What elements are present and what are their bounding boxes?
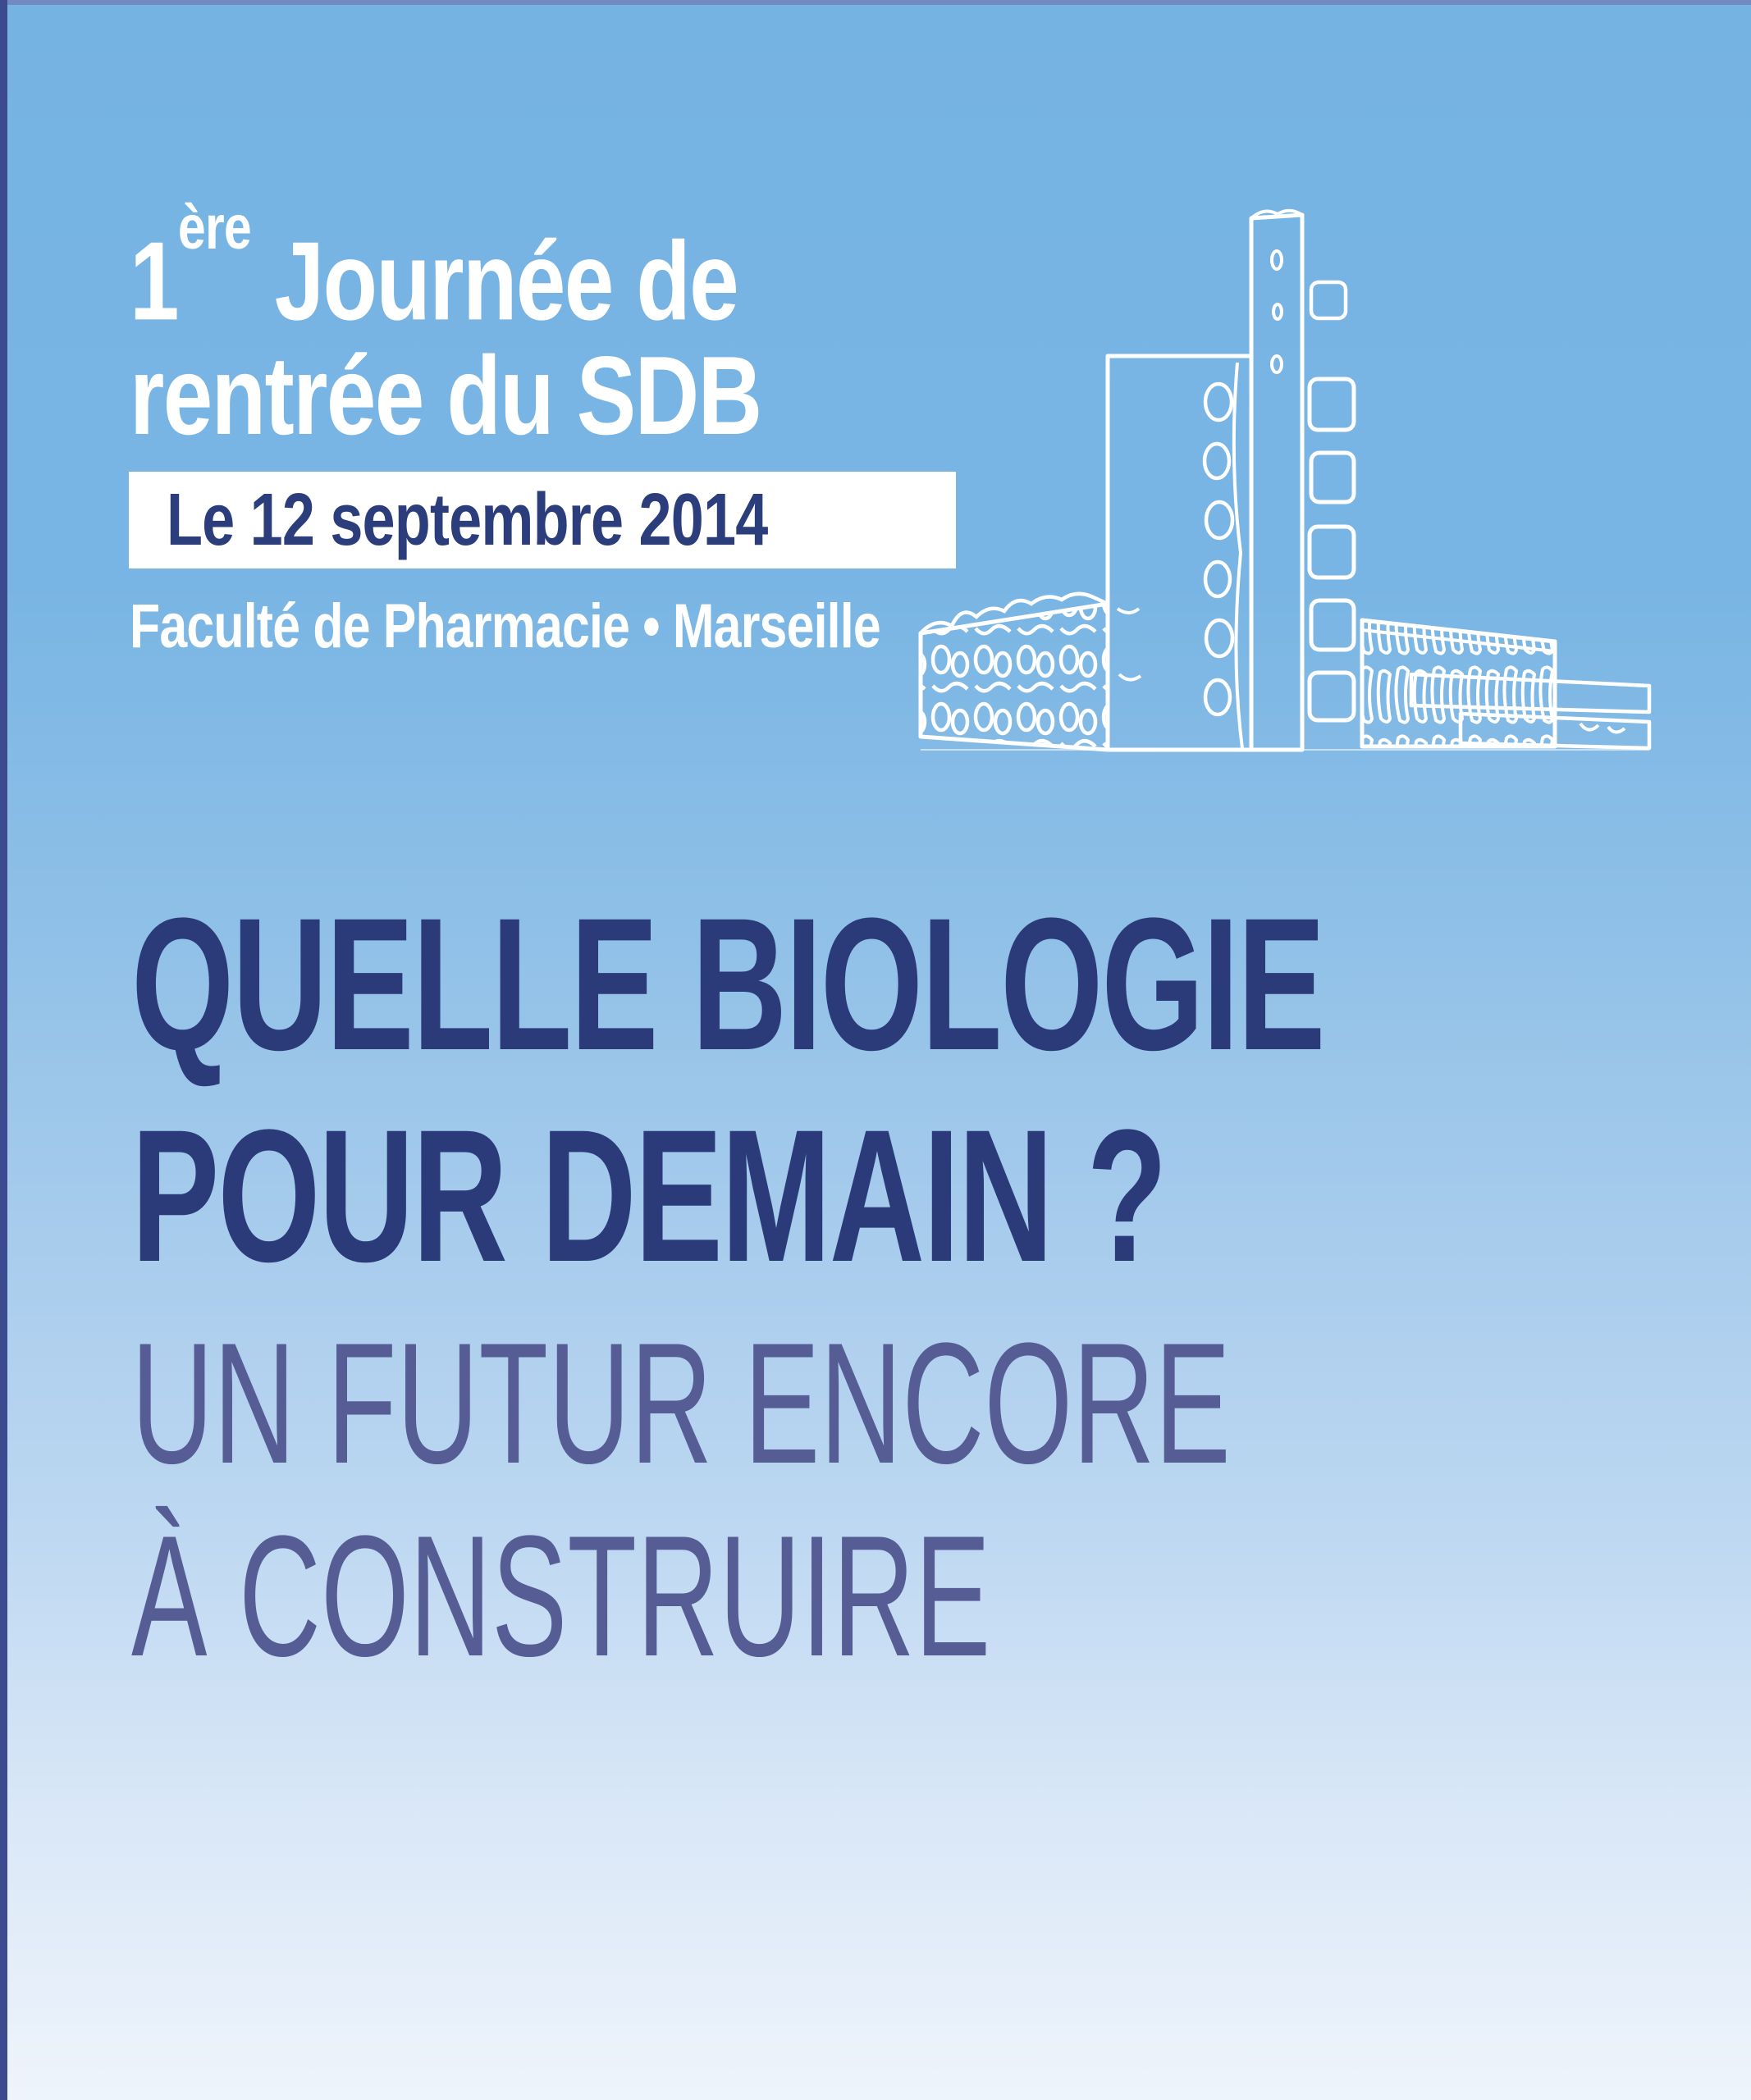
- edition-number: 1: [130, 218, 178, 344]
- event-title-line1: Journée de: [251, 218, 738, 344]
- left-border-strip: [0, 0, 7, 2100]
- event-title: [130, 193, 919, 459]
- location-text: Faculté de Pharmacie • Marseille: [130, 591, 880, 661]
- date-badge: [129, 472, 956, 568]
- main-title-line1: QUELLE BIOLOGIE: [131, 879, 1324, 1089]
- main-title: [131, 879, 1751, 1302]
- event-title-line2: rentrée du SDB: [130, 333, 761, 459]
- building-illustration: [886, 182, 1653, 756]
- edition-ordinal-suffix: ère: [177, 193, 251, 263]
- subtitle-line2: À CONSTRUIRE: [131, 1500, 991, 1692]
- top-border-line: [0, 0, 1751, 5]
- main-title-line2: POUR DEMAIN ?: [131, 1090, 1166, 1301]
- subtitle: [131, 1307, 1751, 1692]
- subtitle-line1: UN FUTUR ENCORE: [131, 1307, 1231, 1500]
- date-badge-text: Le 12 septembre 2014: [167, 479, 768, 561]
